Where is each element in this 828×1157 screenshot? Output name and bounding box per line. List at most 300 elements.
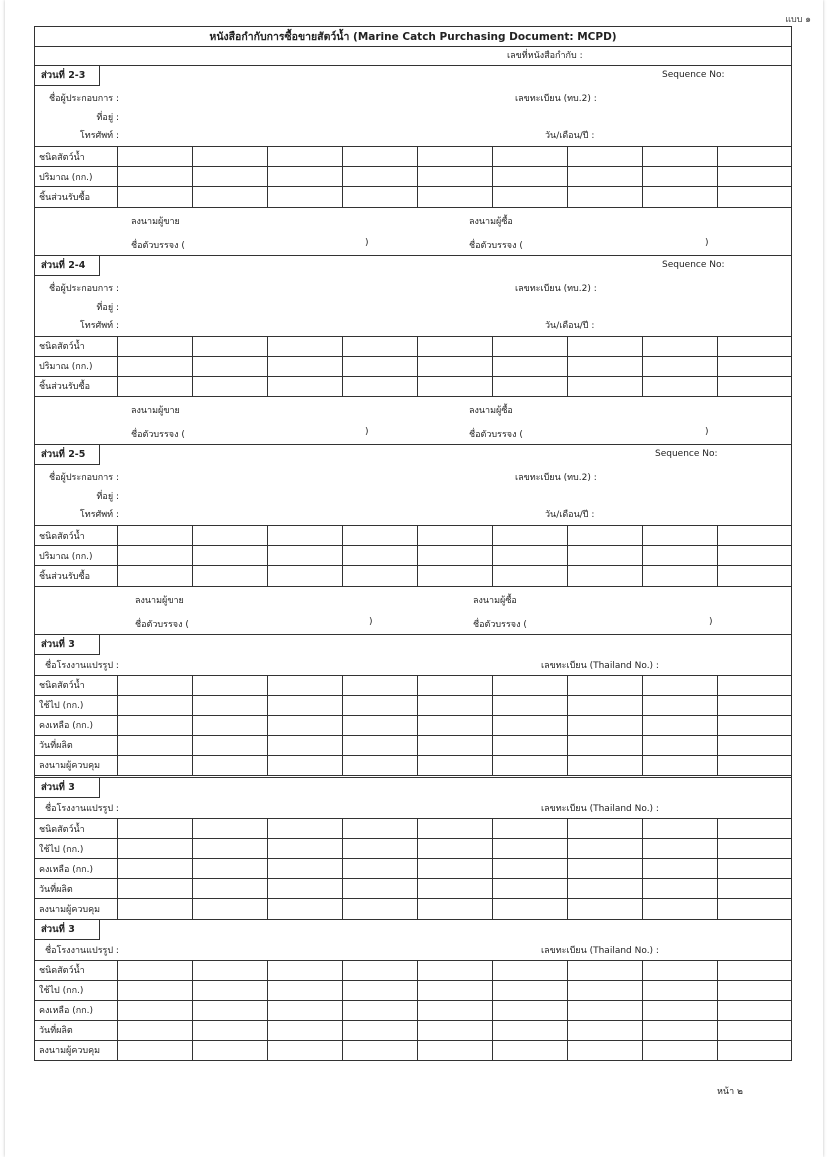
section-tag: ส่วนที่ 2-3 bbox=[35, 66, 100, 86]
entry-cell[interactable] bbox=[567, 899, 642, 919]
entry-cell[interactable] bbox=[642, 167, 717, 187]
form-title: หนังสือกำกับการซื้อขายสัตว์น้ำ (Marine Catch Purchasing Document: MCPD) bbox=[35, 27, 791, 47]
entry-cell[interactable] bbox=[192, 735, 267, 755]
row-label: คงเหลือ (กก.) bbox=[35, 1000, 117, 1020]
entry-cell[interactable] bbox=[417, 695, 492, 715]
entry-cell[interactable] bbox=[117, 1000, 192, 1020]
entry-cell[interactable] bbox=[117, 960, 192, 980]
entry-cell[interactable] bbox=[267, 899, 342, 919]
entry-cell[interactable] bbox=[192, 1000, 267, 1020]
entry-cell[interactable] bbox=[642, 356, 717, 376]
entry-cell[interactable] bbox=[642, 675, 717, 695]
operator-name-label: ชื่อผู้ประกอบการ : bbox=[49, 283, 119, 294]
table-row bbox=[35, 356, 792, 376]
entry-cell[interactable] bbox=[267, 839, 342, 859]
entry-cell[interactable] bbox=[567, 735, 642, 755]
entry-cell[interactable] bbox=[192, 819, 267, 839]
entry-cell[interactable] bbox=[342, 960, 417, 980]
entry-cell[interactable] bbox=[717, 899, 792, 919]
entry-cell[interactable] bbox=[267, 980, 342, 1000]
entry-cell[interactable] bbox=[192, 546, 267, 566]
entry-cell[interactable] bbox=[492, 980, 567, 1000]
entry-cell[interactable] bbox=[567, 1000, 642, 1020]
seller-name-close: ) bbox=[365, 427, 369, 437]
entry-cell[interactable] bbox=[567, 960, 642, 980]
entry-cell[interactable] bbox=[567, 167, 642, 187]
entry-cell[interactable] bbox=[717, 526, 792, 546]
entry-cell[interactable] bbox=[492, 356, 567, 376]
entry-cell[interactable] bbox=[717, 1040, 792, 1060]
entry-cell[interactable] bbox=[342, 675, 417, 695]
entry-cell[interactable] bbox=[342, 755, 417, 775]
entry-cell[interactable] bbox=[642, 187, 717, 207]
row-label: ใช้ไป (กก.) bbox=[35, 695, 117, 715]
table-row bbox=[35, 675, 792, 695]
entry-cell[interactable] bbox=[492, 715, 567, 735]
entry-cell[interactable] bbox=[117, 735, 192, 755]
sequence-no-label: Sequence No: bbox=[662, 70, 725, 80]
entry-cell[interactable] bbox=[642, 376, 717, 396]
entry-cell[interactable] bbox=[192, 1040, 267, 1060]
entry-cell[interactable] bbox=[492, 566, 567, 586]
row-label: ลงนามผู้ควบคุม bbox=[35, 755, 117, 775]
entry-cell[interactable] bbox=[117, 859, 192, 879]
entry-cell[interactable] bbox=[567, 879, 642, 899]
entry-cell[interactable] bbox=[117, 546, 192, 566]
seller-name-label: ชื่อตัวบรรจง ( bbox=[131, 430, 185, 440]
date-label: วัน/เดือน/ปี : bbox=[545, 510, 595, 520]
entry-cell[interactable] bbox=[717, 715, 792, 735]
entry-cell[interactable] bbox=[267, 356, 342, 376]
entry-cell[interactable] bbox=[192, 839, 267, 859]
process-table bbox=[35, 675, 792, 776]
entry-cell[interactable] bbox=[417, 715, 492, 735]
entry-cell[interactable] bbox=[642, 546, 717, 566]
entry-cell[interactable] bbox=[642, 1000, 717, 1020]
entry-cell[interactable] bbox=[342, 526, 417, 546]
phone-label: โทรศัพท์ : bbox=[79, 320, 119, 331]
entry-cell[interactable] bbox=[417, 735, 492, 755]
purchase-table bbox=[35, 336, 792, 397]
entry-cell[interactable] bbox=[417, 899, 492, 919]
entry-cell[interactable] bbox=[717, 859, 792, 879]
entry-cell[interactable] bbox=[492, 735, 567, 755]
entry-cell[interactable] bbox=[417, 675, 492, 695]
mcpd-form bbox=[34, 26, 792, 1061]
registration-label: เลขทะเบียน (ทบ.2) : bbox=[515, 283, 597, 294]
entry-cell[interactable] bbox=[417, 147, 492, 167]
process-section bbox=[35, 635, 791, 779]
entry-cell[interactable] bbox=[492, 755, 567, 775]
entry-cell[interactable] bbox=[342, 715, 417, 735]
entry-cell[interactable] bbox=[567, 546, 642, 566]
entry-cell[interactable] bbox=[492, 960, 567, 980]
entry-cell[interactable] bbox=[717, 187, 792, 207]
table-row bbox=[35, 526, 792, 546]
entry-cell[interactable] bbox=[642, 755, 717, 775]
entry-cell[interactable] bbox=[192, 147, 267, 167]
entry-cell[interactable] bbox=[342, 147, 417, 167]
entry-cell[interactable] bbox=[342, 336, 417, 356]
section-tag: ส่วนที่ 2-5 bbox=[35, 445, 100, 465]
entry-cell[interactable] bbox=[342, 356, 417, 376]
entry-cell[interactable] bbox=[342, 879, 417, 899]
entry-cell[interactable] bbox=[642, 147, 717, 167]
entry-cell[interactable] bbox=[567, 859, 642, 879]
entry-cell[interactable] bbox=[117, 695, 192, 715]
entry-cell[interactable] bbox=[642, 980, 717, 1000]
entry-cell[interactable] bbox=[267, 735, 342, 755]
entry-cell[interactable] bbox=[192, 715, 267, 735]
entry-cell[interactable] bbox=[717, 755, 792, 775]
table-row bbox=[35, 819, 792, 839]
signature-block bbox=[35, 586, 791, 634]
entry-cell[interactable] bbox=[492, 1040, 567, 1060]
entry-cell[interactable] bbox=[192, 899, 267, 919]
entry-cell[interactable] bbox=[192, 675, 267, 695]
entry-cell[interactable] bbox=[417, 819, 492, 839]
row-label: ชิ้นส่วนรับซื้อ bbox=[35, 566, 117, 586]
entry-cell[interactable] bbox=[642, 899, 717, 919]
entry-cell[interactable] bbox=[642, 1040, 717, 1060]
entry-cell[interactable] bbox=[342, 819, 417, 839]
row-label: วันที่ผลิต bbox=[35, 1020, 117, 1040]
entry-cell[interactable] bbox=[267, 879, 342, 899]
entry-cell[interactable] bbox=[642, 1020, 717, 1040]
entry-cell[interactable] bbox=[417, 839, 492, 859]
table-row bbox=[35, 336, 792, 356]
entry-cell[interactable] bbox=[342, 859, 417, 879]
entry-cell[interactable] bbox=[492, 526, 567, 546]
entry-cell[interactable] bbox=[342, 980, 417, 1000]
row-label: วันที่ผลิต bbox=[35, 879, 117, 899]
entry-cell[interactable] bbox=[567, 147, 642, 167]
entry-cell[interactable] bbox=[567, 715, 642, 735]
entry-cell[interactable] bbox=[417, 879, 492, 899]
entry-cell[interactable] bbox=[417, 1000, 492, 1020]
entry-cell[interactable] bbox=[117, 566, 192, 586]
purchase-table bbox=[35, 525, 792, 586]
entry-cell[interactable] bbox=[567, 980, 642, 1000]
process-table bbox=[35, 818, 792, 919]
entry-cell[interactable] bbox=[492, 819, 567, 839]
purchase-section bbox=[35, 66, 791, 256]
entry-cell[interactable] bbox=[717, 839, 792, 859]
entry-cell[interactable] bbox=[567, 187, 642, 207]
entry-cell[interactable] bbox=[192, 755, 267, 775]
entry-cell[interactable] bbox=[267, 695, 342, 715]
process-table bbox=[35, 960, 792, 1061]
entry-cell[interactable] bbox=[342, 167, 417, 187]
entry-cell[interactable] bbox=[267, 376, 342, 396]
entry-cell[interactable] bbox=[492, 695, 567, 715]
entry-cell[interactable] bbox=[267, 167, 342, 187]
entry-cell[interactable] bbox=[642, 859, 717, 879]
entry-cell[interactable] bbox=[717, 1000, 792, 1020]
entry-cell[interactable] bbox=[117, 755, 192, 775]
entry-cell[interactable] bbox=[642, 879, 717, 899]
factory-registration-label: เลขทะเบียน (Thailand No.) : bbox=[541, 945, 659, 956]
table-row bbox=[35, 376, 792, 396]
entry-cell[interactable] bbox=[267, 755, 342, 775]
entry-cell[interactable] bbox=[117, 715, 192, 735]
entry-cell[interactable] bbox=[342, 566, 417, 586]
purchase-info bbox=[35, 445, 791, 525]
table-row bbox=[35, 695, 792, 715]
entry-cell[interactable] bbox=[417, 336, 492, 356]
entry-cell[interactable] bbox=[117, 839, 192, 859]
entry-cell[interactable] bbox=[567, 675, 642, 695]
entry-cell[interactable] bbox=[117, 187, 192, 207]
seller-name-label: ชื่อตัวบรรจง ( bbox=[131, 240, 185, 251]
reference-number-label: เลขที่หนังสือกำกับ : bbox=[507, 51, 583, 61]
entry-cell[interactable] bbox=[342, 695, 417, 715]
section-tag: ส่วนที่ 3 bbox=[35, 635, 100, 655]
entry-cell[interactable] bbox=[267, 715, 342, 735]
entry-cell[interactable] bbox=[492, 187, 567, 207]
table-row bbox=[35, 187, 792, 207]
entry-cell[interactable] bbox=[117, 147, 192, 167]
entry-cell[interactable] bbox=[492, 859, 567, 879]
entry-cell[interactable] bbox=[642, 839, 717, 859]
entry-cell[interactable] bbox=[717, 167, 792, 187]
entry-cell[interactable] bbox=[717, 1020, 792, 1040]
entry-cell[interactable] bbox=[642, 526, 717, 546]
entry-cell[interactable] bbox=[192, 336, 267, 356]
entry-cell[interactable] bbox=[492, 1020, 567, 1040]
entry-cell[interactable] bbox=[417, 566, 492, 586]
entry-cell[interactable] bbox=[717, 819, 792, 839]
buyer-name-label: ชื่อตัวบรรจง ( bbox=[473, 619, 527, 630]
entry-cell[interactable] bbox=[267, 819, 342, 839]
entry-cell[interactable] bbox=[342, 735, 417, 755]
factory-name-label: ชื่อโรงงานแปรรูป : bbox=[45, 804, 119, 814]
entry-cell[interactable] bbox=[642, 566, 717, 586]
table-row bbox=[35, 715, 792, 735]
entry-cell[interactable] bbox=[492, 167, 567, 187]
row-label: วันที่ผลิต bbox=[35, 735, 117, 755]
entry-cell[interactable] bbox=[117, 526, 192, 546]
entry-cell[interactable] bbox=[117, 1020, 192, 1040]
seller-sign-label: ลงนามผู้ขาย bbox=[131, 216, 180, 227]
entry-cell[interactable] bbox=[717, 147, 792, 167]
entry-cell[interactable] bbox=[492, 546, 567, 566]
entry-cell[interactable] bbox=[567, 356, 642, 376]
purchase-section bbox=[35, 445, 791, 635]
entry-cell[interactable] bbox=[642, 819, 717, 839]
entry-cell[interactable] bbox=[717, 960, 792, 980]
entry-cell[interactable] bbox=[117, 899, 192, 919]
table-row bbox=[35, 839, 792, 859]
seller-sign-label: ลงนามผู้ขาย bbox=[135, 595, 184, 606]
entry-cell[interactable] bbox=[192, 695, 267, 715]
entry-cell[interactable] bbox=[342, 187, 417, 207]
entry-cell[interactable] bbox=[267, 336, 342, 356]
entry-cell[interactable] bbox=[267, 1020, 342, 1040]
entry-cell[interactable] bbox=[267, 566, 342, 586]
buyer-name-label: ชื่อตัวบรรจง ( bbox=[469, 240, 523, 251]
entry-cell[interactable] bbox=[417, 1040, 492, 1060]
signature-block bbox=[35, 396, 791, 444]
entry-cell[interactable] bbox=[117, 376, 192, 396]
entry-cell[interactable] bbox=[267, 147, 342, 167]
entry-cell[interactable] bbox=[267, 1040, 342, 1060]
entry-cell[interactable] bbox=[567, 526, 642, 546]
entry-cell[interactable] bbox=[717, 980, 792, 1000]
entry-cell[interactable] bbox=[567, 336, 642, 356]
row-label: ชนิดสัตว์น้ำ bbox=[35, 960, 117, 980]
operator-name-label: ชื่อผู้ประกอบการ : bbox=[49, 473, 119, 483]
entry-cell[interactable] bbox=[492, 879, 567, 899]
process-info bbox=[35, 778, 791, 818]
entry-cell[interactable] bbox=[192, 1020, 267, 1040]
entry-cell[interactable] bbox=[267, 187, 342, 207]
entry-cell[interactable] bbox=[492, 147, 567, 167]
table-row bbox=[35, 899, 792, 919]
entry-cell[interactable] bbox=[567, 839, 642, 859]
factory-name-label: ชื่อโรงงานแปรรูป : bbox=[45, 945, 119, 956]
entry-cell[interactable] bbox=[342, 839, 417, 859]
entry-cell[interactable] bbox=[417, 187, 492, 207]
entry-cell[interactable] bbox=[192, 566, 267, 586]
entry-cell[interactable] bbox=[342, 376, 417, 396]
entry-cell[interactable] bbox=[717, 675, 792, 695]
entry-cell[interactable] bbox=[417, 960, 492, 980]
entry-cell[interactable] bbox=[492, 899, 567, 919]
entry-cell[interactable] bbox=[567, 1040, 642, 1060]
entry-cell[interactable] bbox=[117, 980, 192, 1000]
entry-cell[interactable] bbox=[192, 376, 267, 396]
registration-label: เลขทะเบียน (ทบ.2) : bbox=[515, 94, 597, 104]
purchase-info bbox=[35, 66, 791, 146]
operator-name-label: ชื่อผู้ประกอบการ : bbox=[49, 94, 119, 104]
entry-cell[interactable] bbox=[117, 336, 192, 356]
sequence-no-label: Sequence No: bbox=[655, 449, 718, 459]
entry-cell[interactable] bbox=[567, 376, 642, 396]
entry-cell[interactable] bbox=[567, 566, 642, 586]
page-number: หน้า ๒ bbox=[717, 1087, 743, 1097]
entry-cell[interactable] bbox=[492, 336, 567, 356]
entry-cell[interactable] bbox=[717, 566, 792, 586]
date-label: วัน/เดือน/ปี : bbox=[545, 131, 595, 141]
entry-cell[interactable] bbox=[342, 1020, 417, 1040]
table-row bbox=[35, 755, 792, 775]
entry-cell[interactable] bbox=[267, 675, 342, 695]
factory-name-label: ชื่อโรงงานแปรรูป : bbox=[45, 660, 119, 671]
entry-cell[interactable] bbox=[717, 695, 792, 715]
table-row bbox=[35, 1000, 792, 1020]
entry-cell[interactable] bbox=[267, 546, 342, 566]
form-number: แบบ ๑ bbox=[785, 15, 811, 25]
entry-cell[interactable] bbox=[417, 546, 492, 566]
purchase-table bbox=[35, 146, 792, 207]
entry-cell[interactable] bbox=[417, 376, 492, 396]
date-label: วัน/เดือน/ปี : bbox=[545, 320, 595, 331]
entry-cell[interactable] bbox=[717, 336, 792, 356]
entry-cell[interactable] bbox=[267, 1000, 342, 1020]
entry-cell[interactable] bbox=[642, 695, 717, 715]
entry-cell[interactable] bbox=[267, 960, 342, 980]
entry-cell[interactable] bbox=[417, 526, 492, 546]
entry-cell[interactable] bbox=[417, 980, 492, 1000]
seller-name-label: ชื่อตัวบรรจง ( bbox=[135, 619, 189, 630]
signature-block bbox=[35, 207, 791, 255]
entry-cell[interactable] bbox=[117, 1040, 192, 1060]
entry-cell[interactable] bbox=[192, 879, 267, 899]
entry-cell[interactable] bbox=[717, 376, 792, 396]
entry-cell[interactable] bbox=[342, 899, 417, 919]
row-label: ลงนามผู้ควบคุม bbox=[35, 899, 117, 919]
entry-cell[interactable] bbox=[492, 1000, 567, 1020]
table-row bbox=[35, 735, 792, 755]
entry-cell[interactable] bbox=[192, 187, 267, 207]
entry-cell[interactable] bbox=[117, 356, 192, 376]
entry-cell[interactable] bbox=[567, 1020, 642, 1040]
entry-cell[interactable] bbox=[417, 167, 492, 187]
entry-cell[interactable] bbox=[717, 356, 792, 376]
entry-cell[interactable] bbox=[492, 675, 567, 695]
entry-cell[interactable] bbox=[567, 695, 642, 715]
entry-cell[interactable] bbox=[717, 735, 792, 755]
entry-cell[interactable] bbox=[417, 755, 492, 775]
entry-cell[interactable] bbox=[567, 755, 642, 775]
buyer-name-close: ) bbox=[705, 427, 709, 437]
entry-cell[interactable] bbox=[717, 546, 792, 566]
entry-cell[interactable] bbox=[642, 715, 717, 735]
entry-cell[interactable] bbox=[117, 675, 192, 695]
entry-cell[interactable] bbox=[417, 356, 492, 376]
entry-cell[interactable] bbox=[342, 1040, 417, 1060]
entry-cell[interactable] bbox=[117, 879, 192, 899]
entry-cell[interactable] bbox=[417, 859, 492, 879]
entry-cell[interactable] bbox=[567, 819, 642, 839]
phone-label: โทรศัพท์ : bbox=[79, 510, 119, 520]
entry-cell[interactable] bbox=[192, 167, 267, 187]
entry-cell[interactable] bbox=[642, 336, 717, 356]
entry-cell[interactable] bbox=[267, 859, 342, 879]
entry-cell[interactable] bbox=[192, 960, 267, 980]
entry-cell[interactable] bbox=[192, 859, 267, 879]
entry-cell[interactable] bbox=[492, 376, 567, 396]
entry-cell[interactable] bbox=[117, 167, 192, 187]
buyer-name-close: ) bbox=[705, 237, 709, 248]
section-tag: ส่วนที่ 3 bbox=[35, 778, 100, 798]
section-tag: ส่วนที่ 2-4 bbox=[35, 256, 100, 276]
entry-cell[interactable] bbox=[492, 839, 567, 859]
entry-cell[interactable] bbox=[192, 980, 267, 1000]
entry-cell[interactable] bbox=[342, 1000, 417, 1020]
entry-cell[interactable] bbox=[642, 735, 717, 755]
registration-label: เลขทะเบียน (ทบ.2) : bbox=[515, 473, 597, 483]
sequence-no-label: Sequence No: bbox=[662, 259, 725, 270]
document-page bbox=[5, 0, 823, 1157]
row-label: ใช้ไป (กก.) bbox=[35, 839, 117, 859]
entry-cell[interactable] bbox=[192, 356, 267, 376]
row-label: ชนิดสัตว์น้ำ bbox=[35, 147, 117, 167]
entry-cell[interactable] bbox=[342, 546, 417, 566]
address-label: ที่อยู่ : bbox=[96, 492, 119, 502]
buyer-sign-label: ลงนามผู้ซื้อ bbox=[469, 406, 513, 416]
reference-number-row bbox=[35, 47, 791, 66]
row-label: ปริมาณ (กก.) bbox=[35, 356, 117, 376]
entry-cell[interactable] bbox=[267, 526, 342, 546]
entry-cell[interactable] bbox=[642, 960, 717, 980]
entry-cell[interactable] bbox=[117, 819, 192, 839]
entry-cell[interactable] bbox=[192, 526, 267, 546]
purchase-section bbox=[35, 256, 791, 446]
entry-cell[interactable] bbox=[717, 879, 792, 899]
entry-cell[interactable] bbox=[417, 1020, 492, 1040]
